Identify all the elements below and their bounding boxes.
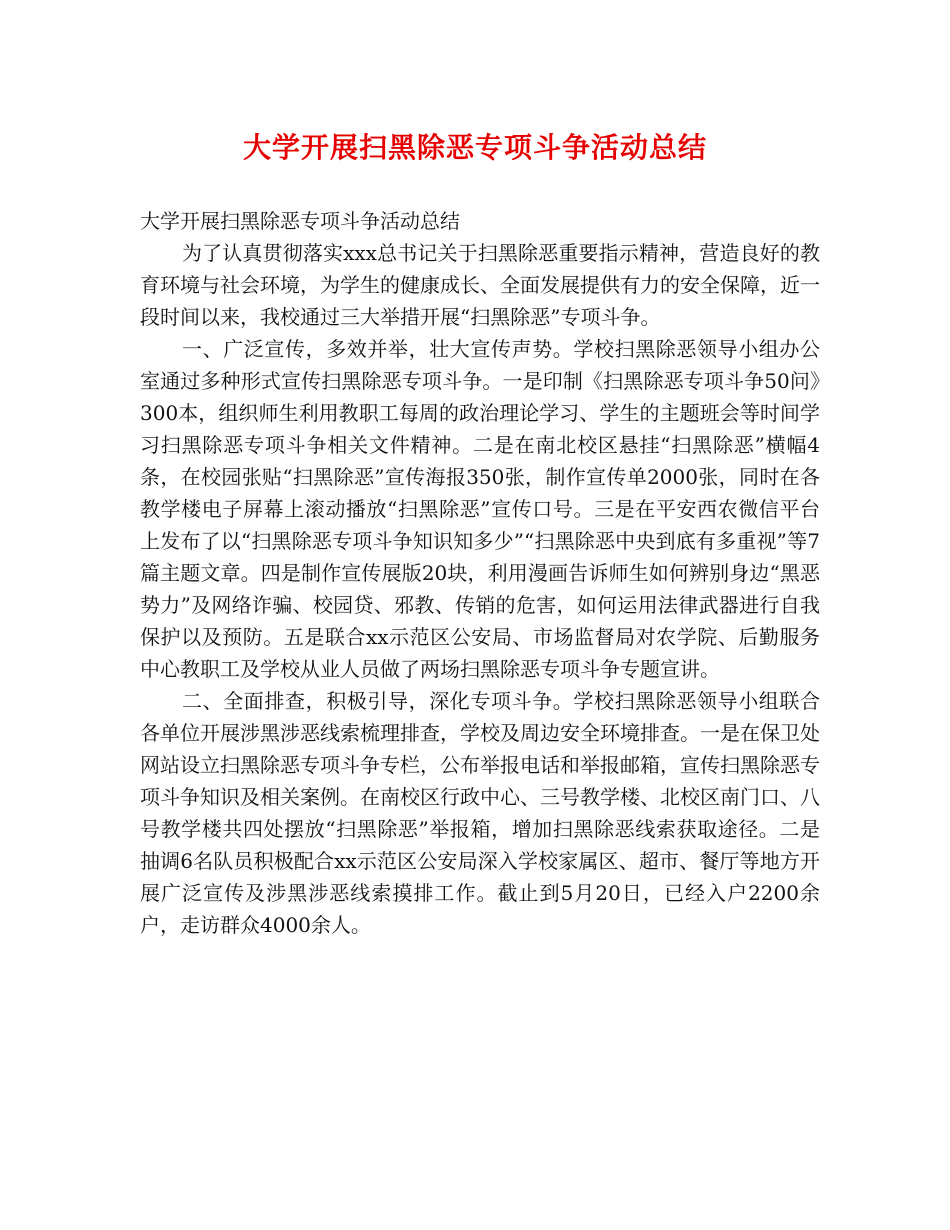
document-body [140,205,820,941]
paragraph-intro: 为了认真贯彻落实xxx总书记关于扫黑除恶重要指示精神，营造良好的教育环境与社会环境，为学生的健康成长、全面发展提供有力的安全保障，近一段时间以来，我校通过三大举措开展“扫黑除恶”专项斗争。 [140,241,820,329]
document-title: 大学开展扫黑除恶专项斗争活动总结 [242,131,707,164]
document-subtitle: 大学开展扫黑除恶专项斗争活动总结 [140,209,460,233]
paragraph-section-1: 一、广泛宣传，多效并举，壮大宣传声势。学校扫黑除恶领导小组办公室通过多种形式宣传扫黑除恶专项斗争。一是印制《扫黑除恶专项斗争50问》300本，组织师生利用教职工每周的政治理论学习、学生的主题班会等时间学习扫黑除恶专项斗争相关文件精神。二是在南北校区悬挂“扫黑除恶”横幅4条，在校园张贴“扫黑除恶”宣传海报350张，制作宣传单2000张，同时在各教学楼电子屏幕上滚动播放“扫黑除恶”宣传口号。三是在平安西农微信平台上发布了以“扫黑除恶专项斗争知识知多少”“扫黑除恶中央到底有多重视”等7篇主题文章。四是制作宣传展版20块，利用漫画告诉师生如何辨别身边“黑恶势力”及网络诈骗、校园贷、邪教、传销的危害，如何运用法律武器进行自我保护以及预防。五是联合xx示范区公安局、市场监督局对农学院、后勤服务中心教职工及学校从业人员做了两场扫黑除恶专项斗争专题宣讲。 [140,337,820,681]
paragraph-section-2: 二、全面排查，积极引导，深化专项斗争。学校扫黑除恶领导小组联合各单位开展涉黑涉恶线索梳理排查，学校及周边安全环境排查。一是在保卫处网站设立扫黑除恶专项斗争专栏，公布举报电话和举报邮箱，宣传扫黑除恶专项斗争知识及相关案例。在南校区行政中心、三号教学楼、北校区南门口、八号教学楼共四处摆放“扫黑除恶”举报箱，增加扫黑除恶线索获取途径。二是抽调6名队员积极配合xx示范区公安局深入学校家属区、超市、餐厅等地方开展广泛宣传及涉黑涉恶线索摸排工作。截止到5月20日，已经入户2200余户，走访群众4000余人。 [140,689,820,937]
